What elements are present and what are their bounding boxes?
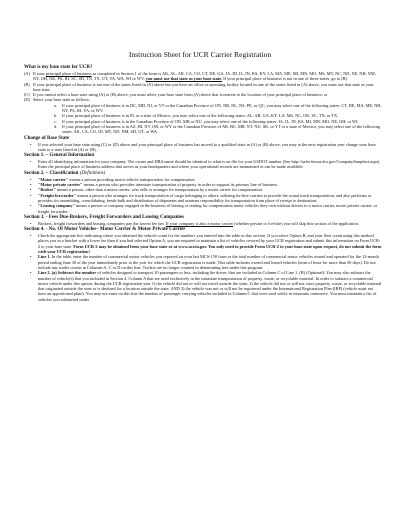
- option-a: a. If your principal place of business is in DC, MD, NJ, or VT or the Canadian Province of ON, NB, NL, NS, PE, or QC, you may select one of the following states: CT, DE, MA, ME, NH, NY, PA, RI, VA, or WV.: [54, 102, 382, 114]
- item-d-options: [24, 103, 382, 135]
- section-1-bullet: • Enter all identifying information for your company. The owner and DBA name should be identical to what is on file for your USDOT number (See http://safer.fmcsa.dot.gov/CompanySnapshot.aspx). Enter the principal place of business address that serves as your headquarters and where your operational records are maintained or can be made available.: [30, 159, 381, 170]
- page-title: Instruction Sheet for UCR Carrier Registration: [128, 50, 272, 59]
- definition-broker: • "Broker" means a person, other than a motor carrier, who sells or arranges for transportation by a motor carrier for compensation.: [30, 187, 263, 193]
- item-a: (A) If your principal place of business as completed in Section 1 of the form is AK, AL, AR, CA, CO, CT, DE, GA, IA, ID, IL, IN, KS, KY, LA, MA, ME, MI, MN, MO, MS, MT, NC, ND, NE, NH, NM, NY, OH, OK, PA, RI, SC, SD, TN, TX, UT, VA, WA, WI or WV, you must use that state as your base state. If your principal place of business is not in one of these states, go to (B).: [24, 71, 376, 82]
- definition-freight-forwarder: • "Freight forwarder" means a person who arranges for truck transportation of cargo belonging to others, utilizing for-hire carriers to provide the actual truck transportation, and also performs or provides for assembling, consolidating, break-bulk and distribution of shipments and assumes responsibility for transportation from place of receipt to destination.: [30, 192, 372, 203]
- document-body: [24, 64, 382, 302]
- item-d: (D) Select your base state as follows:: [24, 97, 90, 103]
- change-bullet: • If you selected your base state using (C) or (D) above and your principal place of business has moved to a qualified state in (A) or (B) above, you may at the next registration year change your base state to a state listed in (A) or (B).: [30, 141, 376, 152]
- section-4-bullet-line-2: • Line 2. (a) Subtract the number of vehicles designed to transport 10 passengers or less, including the driver, that are included in Column C of Line 1. (B) (Optional): You may also subtract the number of vehicle(s) that you included in Section 4. Column A that are used exclusively in the intrastate transportation of property, waste, or recyclable material. In order to subtract a commercial motor vehicle under this option, during the UCR registration year 1) the vehicle did not or will not travel outside the state; 2) the vehicle did not or will not carry property, waste, or recyclable material that originated outside the state or is destined for a location outside the state; AND 3) the vehicle was not or will not be registered under the International Registration Plan (IRP) (vehicle must not have an apportioned plate). You may not enter on this line the number of passenger carrying vehicles included in Column C that were used solely in intrastate commerce. You must maintain a list of vehicles you subtracted under: [30, 270, 382, 302]
- item-c: (C) If you cannot select a base state using (A) or (B) above, you must select your base state from (A) above that is nearest to the location of your principal place of business; or: [24, 92, 328, 98]
- item-b: (B) If your principal place of business is not one of the states listed in (A) above but you have an office or operating facility located in one of the states listed in (A) above, you must use that state as your base state.: [24, 81, 374, 92]
- definition-motor-private-carrier: • "Motor private carrier" means a person who provides interstate transportation of property in order to support its primary line of business.: [30, 182, 279, 188]
- option-b: b. If your principal place of business is in FL or a state of Mexico, you may select one of the following states: AL, AR, GA, KY, LA, MS, NC, OK, SC, TN, or TX.: [54, 113, 339, 119]
- heading-section-2: Section 2. – Classification (Definitions): [24, 170, 106, 176]
- heading-change-base-state: Change of Base State: [24, 135, 70, 141]
- heading-section-1: Section 1. – General Information: [24, 153, 95, 159]
- section-4-bullet-line-1: • Line 1. In the table, enter the number of commercial motor vehicles you reported on your last MCS-150 form or the total number of commercial motor vehicles owned and operated for the 12-month period ending June 30 of the year immediately prior to the year for which the UCR registration is made. This table includes owned and leased vehicles (term of lease for more than 30 days). Do not include any trailer counts in Columns A, C or D on this line. Trailers are no longer counted in determining fees under this program.: [30, 254, 379, 270]
- option-d: d. If your principal place of business is in AZ, HI, NV, OR, or WY or the Canadian Province of AB, BC, MB, NT, NU, SK, or YT or a state of Mexico, you may select one of the following states: AK, CA, CO, ID, MT, ND, NM, SD, UT, or WA.: [54, 123, 380, 135]
- section-3-bullet: • Brokers, freight forwarders and leasing companies pay the lowest fee tier. If your company is also a motor carrier (whether private or for-hire) you will skip this section of the application.: [30, 220, 359, 226]
- definition-leasing-company: • "Leasing company" means a person or company engaged in the business of leasing or renting for compensation motor vehicles they own without drivers to a motor carrier, motor private carrier, or freight forwarder.: [30, 203, 378, 214]
- definition-motor-carrier: • "Motor carrier" means a person providing motor vehicle transportation for compensation.: [30, 176, 196, 182]
- option-c: c. If your principal place of business is in the Canadian Province of ON, MB or NU, you may select one of the following states: IA, IL, IN, KS, MI, MN, MO, NE, OH, or WI.: [54, 118, 359, 124]
- heading-section-4: Section 4. - No. Of Motor Vehicles– Motor Carrier & Motor Private Carrier: [24, 227, 186, 233]
- heading-section-3: Section 3. - Fees Due-Brokers, Freight Forwarders and Leasing Companies: [24, 214, 184, 220]
- heading-base-state: What is my base state for UCR?: [24, 65, 93, 70]
- section-4-bullet-source: • Check the appropriate box indicating where you obtained the vehicle count for the numbers you entered into the table in this section. If you select Option B, and your fleet count using this method places you in a bracket with a lower fee than if you had selected Option A, you are required to maintain a list of vehicles covered by your UCR registration and submit this information on Form UCR-2 to your base state. Form UCR-2 may be obtained from your base state or at www.ucr.in.gov. You only need to provide Form UCR-2 to your base state upon request, do not submit the form with your UCR registration!: [30, 233, 382, 255]
